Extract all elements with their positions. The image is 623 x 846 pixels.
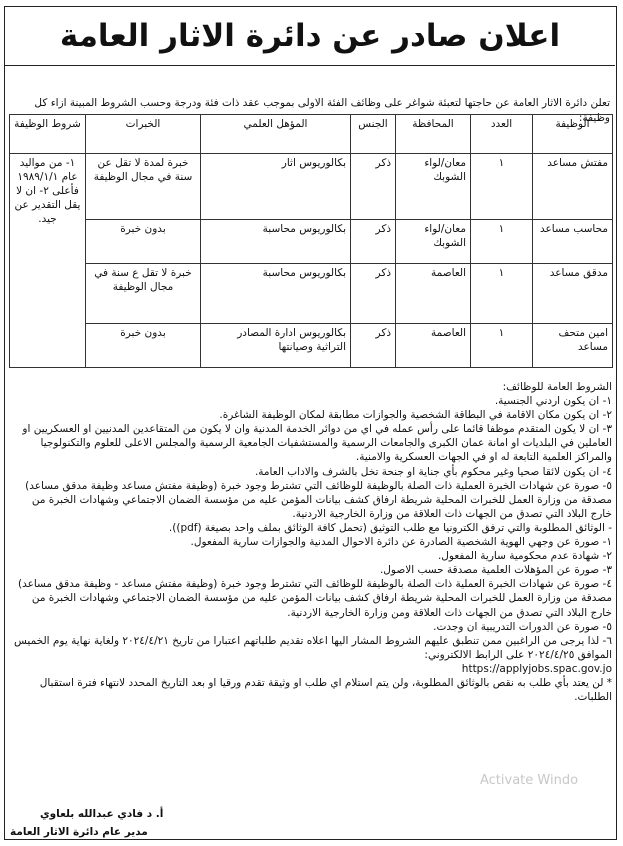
signature-role: مدير عام دائرة الاثار العامة (10, 826, 148, 838)
general-heading: الشروط العامة للوظائف: (502, 381, 612, 393)
cell-governorate: معان/لواء الشوبك (396, 154, 471, 220)
cell-job: مفتش مساعد (533, 154, 613, 220)
cell-count: ١ (471, 154, 533, 220)
header-experience: الخبرات (86, 115, 201, 154)
cell-gender: ذكر (351, 324, 396, 368)
cell-experience: خبرة لا تقل ع سنة في مجال الوظيفة (86, 264, 201, 324)
page-title: اعلان صادر عن دائرة الاثار العامة (5, 7, 615, 66)
cell-experience: بدون خبرة (86, 324, 201, 368)
table-row (10, 264, 613, 324)
list-item: ٤- ان يكون لائقا صحيا وغير محكوم بأي جناية او جنحة تخل بالشرف والاداب العامة. (254, 465, 612, 478)
list-item: ١- ان يكون اردني الجنسية. (494, 395, 612, 408)
apply-link[interactable]: https://applyjobs.spac.gov.jo (461, 662, 612, 675)
cell-count: ١ (471, 264, 533, 324)
list-item: ٢- شهادة عدم محكومية سارية المفعول. (437, 550, 612, 563)
cell-job: مدقق مساعد (533, 264, 613, 324)
intro-text: تعلن دائرة الاثار العامة عن حاجتها لتعبئة شواغر على وظائف الفئة الاولى بموجب عقد ذات فئة ودرجة وحسب الشروط المبينة ازاء كل وظيفة: (34, 97, 610, 124)
table-row (10, 220, 613, 264)
table-row (10, 154, 613, 220)
cell-governorate: العاصمة (396, 264, 471, 324)
cell-gender: ذكر (351, 264, 396, 324)
header-governorate: المحافظة (396, 115, 471, 154)
header-job: الوظيفة (533, 115, 613, 154)
table-row (10, 324, 613, 368)
jobs-table (9, 114, 613, 368)
cell-experience: خبرة لمدة لا تقل عن سنة في مجال الوظيفة (86, 154, 201, 220)
list-item: ٢- ان يكون مكان الاقامة في البطاقة الشخصية والجوازات مطابقة لمكان الوظيفة الشاغرة. (219, 409, 612, 422)
list-item: ٥- صورة عن شهادات الخبرة العملية ذات الصلة بالوظيفة للوظائف التي تشترط وجود خبرة (وظيفة مفتش مساعد وظيفة مدقق مساعد) مصدقة من وزارة العمل للخبرات المحلية شريطة ارفاق كشف بيانات المؤمن عليه من مؤسسة الضمان الاجتماعي وشهادات الخبرة من خارج البلاد التي تصدق من الجهات ذات العلاقة من وزارة الخارجية الاردنية. (25, 479, 612, 520)
cell-governorate: العاصمة (396, 324, 471, 368)
header-count: العدد (471, 115, 533, 154)
cell-count: ١ (471, 324, 533, 368)
note-text: * لن يعتد بأي طلب به نقص بالوثائق المطلوبة، ولن يتم استلام اي طلب او وثيقة تقدم ورقيا او بعد التاريخ المحدد لانتهاء فترة استقبال الطلبات. (39, 676, 612, 704)
cell-gender: ذكر (351, 220, 396, 264)
cell-job: امين متحف مساعد (533, 324, 613, 368)
general-conditions (10, 380, 612, 704)
signature-name: أ. د فادي عبدالله بلعاوي (40, 808, 164, 820)
header-gender: الجنس (351, 115, 396, 154)
cell-gender: ذكر (351, 154, 396, 220)
cell-qualification: بكالوريوس ادارة المصادر التراثية وصيانتها (201, 324, 351, 368)
list-item: ١- صورة عن وجهي الهوية الشخصية الصادرة عن دائرة الاحوال المدنية والجوازات سارية المفعول. (190, 536, 612, 549)
table-header-row (10, 115, 613, 154)
cell-count: ١ (471, 220, 533, 264)
cell-conditions: ١- من مواليد عام ١٩٨٩/١/١ فأعلى ٢- ان لا يقل التقدير عن جيد. (10, 154, 86, 368)
cell-experience: بدون خبرة (86, 220, 201, 264)
list-item: ٤- صورة عن شهادات الخبرة العملية ذات الصلة بالوظيفة للوظائف التي تشترط وجود خبرة (وظيفة مفتش مساعد - وظيفة مدقق مساعد) مصدقة من وزارة العمل للخبرات المحلية شريطة ارفاق كشف بيانات المؤمن عليه من مؤسسة الضمان الاجتماعي وشهادات الخبرة من خارج البلاد التي تصدق من الجهات ذات العلاقة ومن وزارة الخارجية الاردنية. (17, 578, 612, 619)
list-item: ٣- صورة عن المؤهلات العلمية مصدقة حسب الاصول. (379, 564, 612, 577)
os-watermark: Activate Windo (480, 773, 579, 788)
header-conditions: شروط الوظيفة (10, 115, 86, 154)
docs-heading: - الوثائق المطلوبة والتي ترفق الكترونيا مع طلب التوثيق (تحمل كافة الوثائق بملف واحد بصيغة (pdf)). (168, 521, 612, 534)
list-item: ٣- ان لا يكون المتقدم موظفا قائما على رأس عمله في اي من دوائر الخدمة المدنية وان لا يكون من المتقاعدين المدنيين او العسكريين او العاملين في البلديات او امانة عمان الكبرى والجامعات الرسمية والمستشفيات الجامعية الرسمية والمجلس الاعلى للعلوم والتكنولوجيا والمراكز العلمية التابعة له او في الجهات العسكرية والامنية. (22, 423, 612, 464)
cell-job: محاسب مساعد (533, 220, 613, 264)
cell-qualification: بكالوريوس محاسبة (201, 220, 351, 264)
header-qualification: المؤهل العلمي (201, 115, 351, 154)
cell-qualification: بكالوريوس محاسبة (201, 264, 351, 324)
list-item: ٥- صورة عن الدورات التدريبية ان وجدت. (433, 620, 612, 633)
cell-qualification: بكالوريوس اثار (201, 154, 351, 220)
list-item: ٦- لذا يرجى من الراغبين ممن تنطبق عليهم الشروط المشار اليها اعلاه تقديم طلباتهم اعتبارا من تاريخ ٢٠٢٤/٤/٢١ ولغاية نهاية يوم الخميس الموافق ٢٠٢٤/٤/٢٥ على الرابط الالكتروني: (14, 634, 612, 661)
cell-governorate: معان/لواء الشوبك (396, 220, 471, 264)
